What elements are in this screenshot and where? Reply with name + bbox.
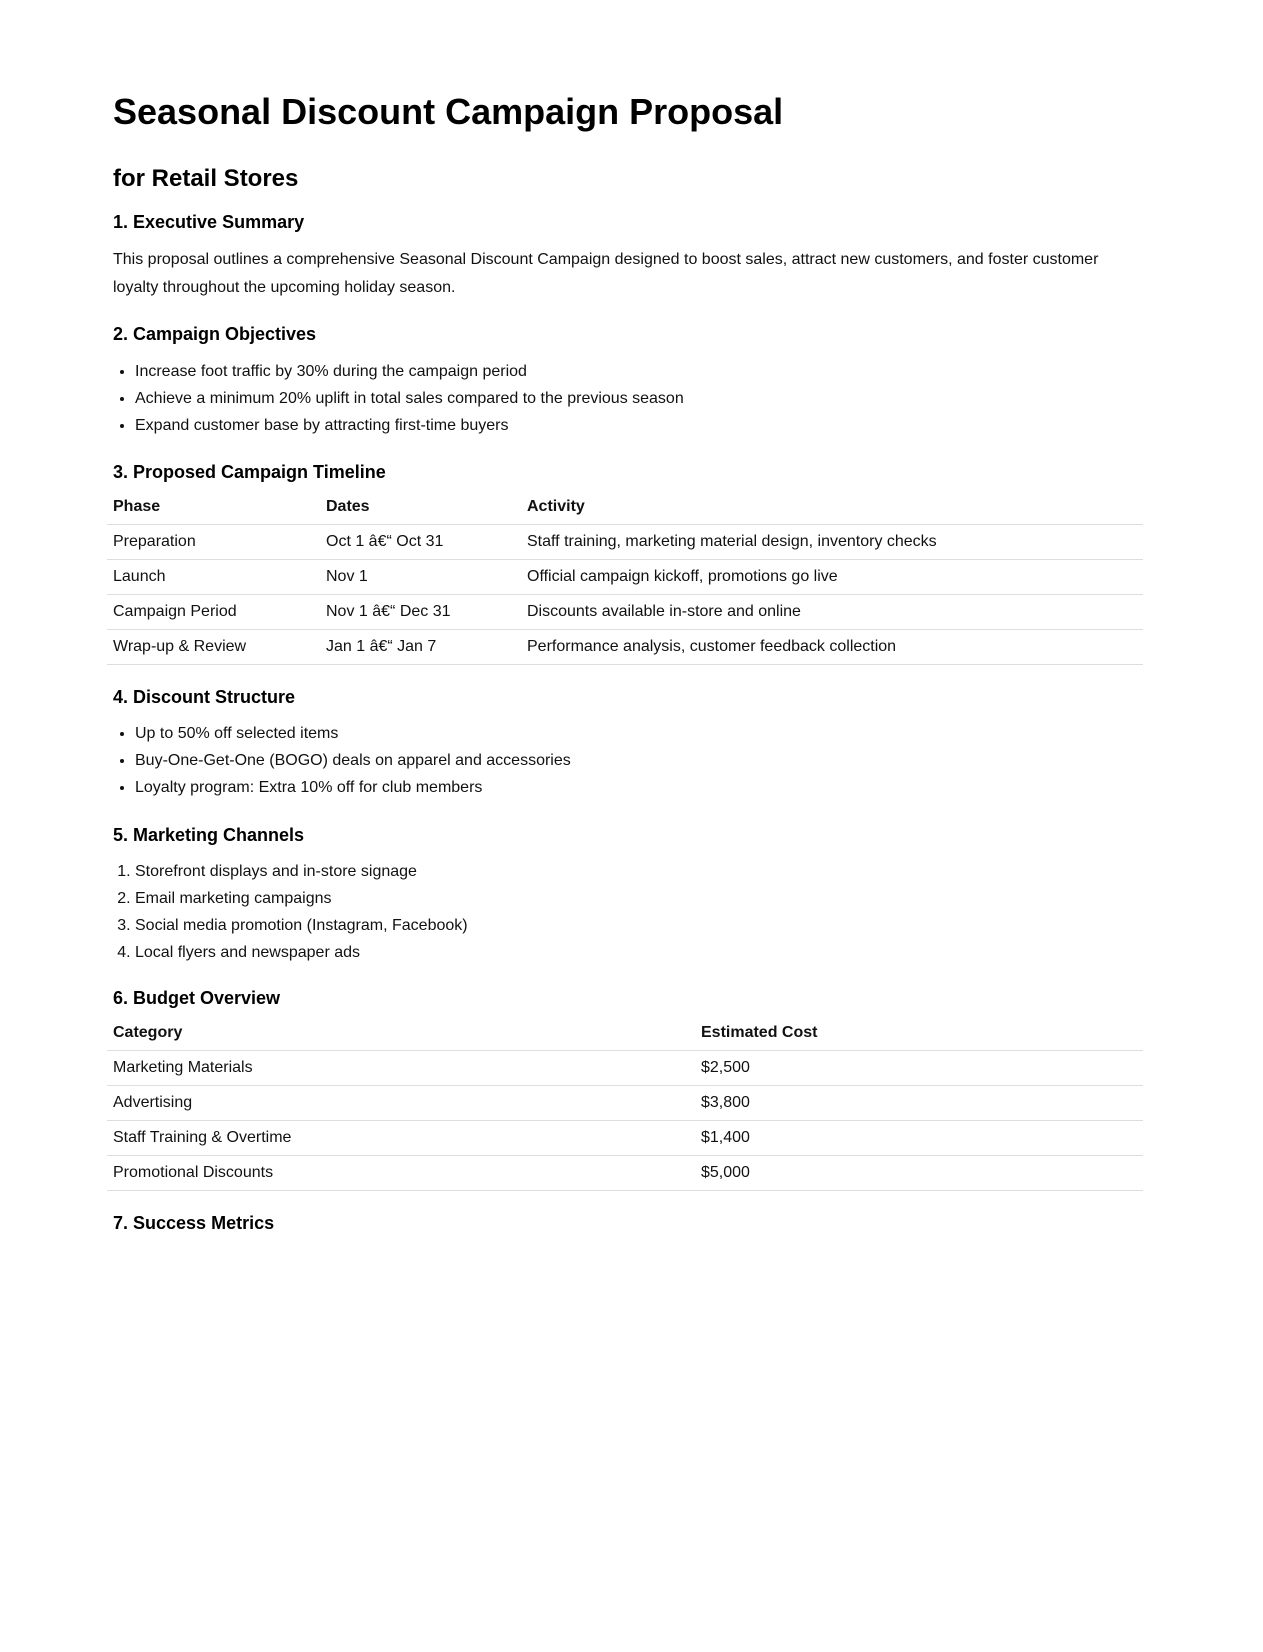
marketing-channels-list (113, 858, 468, 966)
list-item: 1. Storefront displays and in-store signage (135, 858, 468, 885)
cell-activity: Performance analysis, customer feedback collection (521, 630, 1143, 665)
list-item: • Buy-One-Get-One (BOGO) deals on apparel and accessories (135, 747, 571, 774)
table-row (107, 1086, 1143, 1121)
cell-category: Promotional Discounts (107, 1156, 695, 1191)
list-item: • Loyalty program: Extra 10% off for club members (135, 774, 571, 801)
cell-phase: Campaign Period (107, 595, 320, 630)
list-item: • Expand customer base by attracting first-time buyers (135, 412, 684, 439)
cell-cost: $5,000 (695, 1156, 1143, 1191)
cell-phase: Preparation (107, 525, 320, 560)
cell-category: Staff Training & Overtime (107, 1121, 695, 1156)
cell-category: Marketing Materials (107, 1051, 695, 1086)
cell-dates: Nov 1 â€“ Dec 31 (320, 595, 521, 630)
cell-dates: Nov 1 (320, 560, 521, 595)
table-row (107, 630, 1143, 665)
list-item: • Up to 50% off selected items (135, 720, 571, 747)
section-heading-objectives: 2. Campaign Objectives (113, 324, 317, 344)
table-header-row (107, 490, 1143, 525)
cell-phase: Launch (107, 560, 320, 595)
timeline-table (107, 490, 1143, 665)
column-header-activity: Activity (521, 490, 1143, 525)
document-page (0, 0, 1263, 196)
section-heading-discounts: 4. Discount Structure (113, 687, 296, 707)
column-header-estimated-cost: Estimated Cost (695, 1016, 1143, 1051)
table-row (107, 1121, 1143, 1156)
executive-summary-text: This proposal outlines a comprehensive Seasonal Discount Campaign designed to boost sales, attract new customers, and foster customer loyalty throughout the upcoming holiday season. (113, 251, 1099, 296)
list-item: • Achieve a minimum 20% uplift in total sales compared to the previous season (135, 385, 684, 412)
cell-dates: Oct 1 â€“ Oct 31 (320, 525, 521, 560)
column-header-phase: Phase (107, 490, 320, 525)
section-heading-metrics: 7. Success Metrics (113, 1213, 275, 1233)
list-item: 3. Social media promotion (Instagram, Facebook) (135, 912, 468, 939)
list-item: 2. Email marketing campaigns (135, 885, 468, 912)
cell-phase: Wrap-up & Review (107, 630, 320, 665)
document-subtitle: for Retail Stores (113, 165, 299, 192)
table-header-row (107, 1016, 1143, 1051)
section-heading-timeline: 3. Proposed Campaign Timeline (113, 462, 386, 482)
cell-cost: $1,400 (695, 1121, 1143, 1156)
table-row (107, 1051, 1143, 1086)
cell-activity: Official campaign kickoff, promotions go live (521, 560, 1143, 595)
cell-cost: $2,500 (695, 1051, 1143, 1086)
cell-activity: Staff training, marketing material design, inventory checks (521, 525, 1143, 560)
column-header-category: Category (107, 1016, 695, 1051)
table-row (107, 525, 1143, 560)
section-heading-marketing: 5. Marketing Channels (113, 825, 305, 845)
cell-cost: $3,800 (695, 1086, 1143, 1121)
cell-category: Advertising (107, 1086, 695, 1121)
list-item: 4. Local flyers and newspaper ads (135, 939, 468, 966)
column-header-dates: Dates (320, 490, 521, 525)
list-item: • Increase foot traffic by 30% during the campaign period (135, 358, 684, 385)
discounts-list (113, 720, 571, 801)
cell-activity: Discounts available in-store and online (521, 595, 1143, 630)
cell-dates: Jan 1 â€“ Jan 7 (320, 630, 521, 665)
document-title: Seasonal Discount Campaign Proposal (113, 91, 784, 132)
section-heading-budget: 6. Budget Overview (113, 988, 281, 1008)
table-row (107, 1156, 1143, 1191)
budget-table (107, 1016, 1143, 1191)
table-row (107, 560, 1143, 595)
section-heading-executive-summary: 1. Executive Summary (113, 212, 305, 232)
objectives-list (113, 358, 684, 439)
table-row (107, 595, 1143, 630)
